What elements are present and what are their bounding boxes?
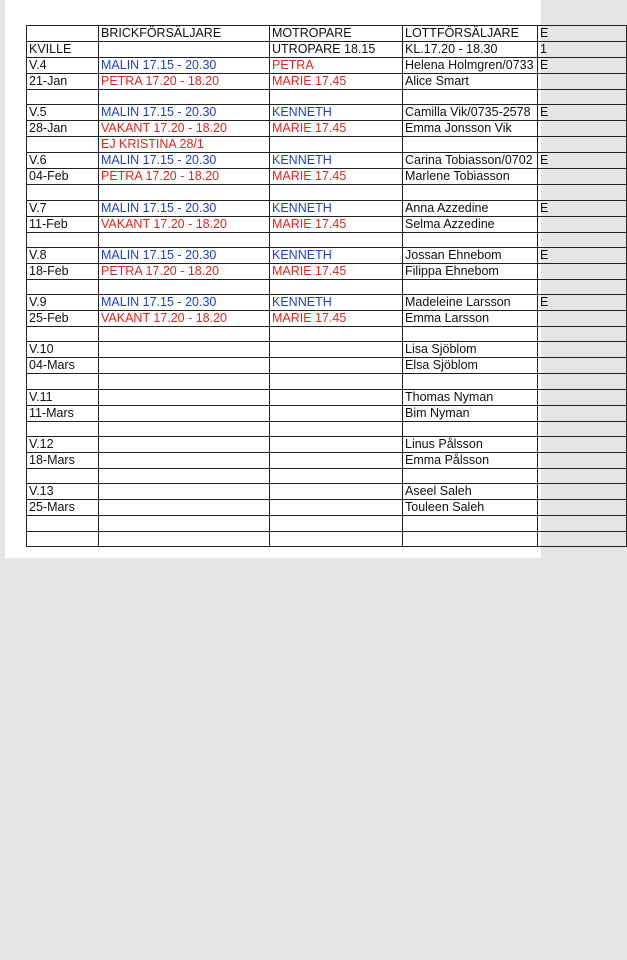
brick-seller-cell — [99, 405, 270, 421]
week-date-cell: 18-Mars — [27, 453, 99, 469]
announcer-cell — [270, 421, 403, 436]
lottery-seller-cell — [403, 421, 538, 436]
announcer-cell: MARIE 17.45 — [270, 169, 403, 185]
brick-seller-cell — [99, 437, 270, 453]
announcer-cell: KENNETH — [270, 247, 403, 263]
announcer-cell — [270, 484, 403, 500]
announcer-cell — [270, 531, 403, 546]
announcer-cell — [270, 137, 403, 153]
week-date-cell — [27, 421, 99, 436]
week-date-cell: 11-Mars — [27, 405, 99, 421]
announcer-cell — [270, 342, 403, 358]
brick-seller-cell — [99, 327, 270, 342]
lottery-seller-cell — [403, 185, 538, 200]
extra-cell: E — [538, 247, 627, 263]
lottery-seller-cell — [403, 327, 538, 342]
week-date-cell — [27, 469, 99, 484]
week-date-cell — [27, 232, 99, 247]
week-date-cell: 21-Jan — [27, 74, 99, 90]
lottery-seller-cell: Aseel Saleh — [403, 484, 538, 500]
brick-seller-cell — [99, 90, 270, 105]
week-date-cell — [27, 516, 99, 531]
lottery-seller-cell: Emma Pålsson — [403, 453, 538, 469]
schedule-table — [26, 25, 627, 547]
table-row — [27, 421, 627, 436]
week-date-cell: V.12 — [27, 437, 99, 453]
lottery-seller-cell: Camilla Vik/0735-2578 — [403, 105, 538, 121]
table-row — [27, 500, 627, 516]
extra-cell — [538, 389, 627, 405]
table-row — [27, 42, 627, 58]
lottery-seller-cell: Thomas Nyman — [403, 389, 538, 405]
table-row — [27, 263, 627, 279]
table-row — [27, 58, 627, 74]
announcer-cell — [270, 232, 403, 247]
extra-cell — [538, 232, 627, 247]
table-row — [27, 405, 627, 421]
extra-cell — [538, 216, 627, 232]
brick-seller-cell: PETRA 17.20 - 18.20 — [99, 169, 270, 185]
schedule-table-body — [27, 26, 627, 547]
announcer-cell — [270, 437, 403, 453]
brick-seller-cell: VAKANT 17.20 - 18.20 — [99, 311, 270, 327]
announcer-cell — [270, 469, 403, 484]
week-date-cell: V.9 — [27, 295, 99, 311]
table-row — [27, 358, 627, 374]
extra-cell — [538, 531, 627, 546]
week-date-cell: 04-Mars — [27, 358, 99, 374]
announcer-cell — [270, 90, 403, 105]
lottery-seller-cell: Elsa Sjöblom — [403, 358, 538, 374]
lottery-seller-cell: Lisa Sjöblom — [403, 342, 538, 358]
brick-seller-cell — [99, 500, 270, 516]
announcer-cell: MARIE 17.45 — [270, 216, 403, 232]
lottery-seller-cell — [403, 469, 538, 484]
week-date-cell: V.4 — [27, 58, 99, 74]
brick-seller-cell — [99, 516, 270, 531]
announcer-cell: UTROPARE 18.15 — [270, 42, 403, 58]
announcer-cell — [270, 389, 403, 405]
announcer-cell: MARIE 17.45 — [270, 311, 403, 327]
extra-cell — [538, 327, 627, 342]
announcer-cell — [270, 279, 403, 294]
week-date-cell — [27, 185, 99, 200]
week-date-cell: V.10 — [27, 342, 99, 358]
announcer-cell: KENNETH — [270, 200, 403, 216]
week-date-cell: V.7 — [27, 200, 99, 216]
week-date-cell: KVILLE — [27, 42, 99, 58]
week-date-cell: V.5 — [27, 105, 99, 121]
table-row — [27, 437, 627, 453]
announcer-cell: KENNETH — [270, 153, 403, 169]
lottery-seller-cell: Marlene Tobiasson — [403, 169, 538, 185]
table-row — [27, 121, 627, 137]
brick-seller-cell — [99, 389, 270, 405]
extra-cell — [538, 90, 627, 105]
extra-cell — [538, 185, 627, 200]
lottery-seller-cell: Carina Tobiasson/0702 — [403, 153, 538, 169]
table-row — [27, 232, 627, 247]
table-row — [27, 169, 627, 185]
lottery-seller-cell — [403, 232, 538, 247]
week-date-cell — [27, 327, 99, 342]
brick-seller-cell — [99, 358, 270, 374]
lottery-seller-cell: Touleen Saleh — [403, 500, 538, 516]
announcer-cell — [270, 374, 403, 389]
extra-cell: E — [538, 105, 627, 121]
announcer-cell — [270, 358, 403, 374]
extra-cell: E — [538, 295, 627, 311]
brick-seller-cell — [99, 531, 270, 546]
lottery-seller-cell: Emma Jonsson Vik — [403, 121, 538, 137]
table-row — [27, 374, 627, 389]
announcer-cell: MARIE 17.45 — [270, 74, 403, 90]
brick-seller-cell — [99, 185, 270, 200]
table-row — [27, 311, 627, 327]
announcer-cell: KENNETH — [270, 295, 403, 311]
announcer-cell — [270, 185, 403, 200]
announcer-cell: MARIE 17.45 — [270, 121, 403, 137]
extra-cell — [538, 469, 627, 484]
lottery-seller-cell: Alice Smart — [403, 74, 538, 90]
extra-cell — [538, 263, 627, 279]
extra-cell: E — [538, 200, 627, 216]
extra-cell: 1 — [538, 42, 627, 58]
extra-cell — [538, 169, 627, 185]
brick-seller-cell: PETRA 17.20 - 18.20 — [99, 263, 270, 279]
brick-seller-cell — [99, 374, 270, 389]
week-date-cell: 25-Mars — [27, 500, 99, 516]
table-row — [27, 247, 627, 263]
lottery-seller-cell: LOTTFÖRSÄLJARE — [403, 26, 538, 42]
table-row — [27, 90, 627, 105]
table-row — [27, 453, 627, 469]
table-row — [27, 26, 627, 42]
lottery-seller-cell: Linus Pålsson — [403, 437, 538, 453]
announcer-cell: MARIE 17.45 — [270, 263, 403, 279]
table-row — [27, 279, 627, 294]
lottery-seller-cell: Emma Larsson — [403, 311, 538, 327]
announcer-cell: MOTROPARE — [270, 26, 403, 42]
week-date-cell: V.13 — [27, 484, 99, 500]
brick-seller-cell: MALIN 17.15 - 20.30 — [99, 153, 270, 169]
announcer-cell — [270, 516, 403, 531]
brick-seller-cell — [99, 453, 270, 469]
week-date-cell — [27, 279, 99, 294]
lottery-seller-cell — [403, 90, 538, 105]
announcer-cell — [270, 500, 403, 516]
extra-cell — [538, 279, 627, 294]
lottery-seller-cell — [403, 531, 538, 546]
week-date-cell: V.6 — [27, 153, 99, 169]
table-row — [27, 137, 627, 153]
week-date-cell: 04-Feb — [27, 169, 99, 185]
week-date-cell — [27, 26, 99, 42]
extra-cell — [538, 374, 627, 389]
extra-cell — [538, 137, 627, 153]
extra-cell — [538, 484, 627, 500]
brick-seller-cell — [99, 232, 270, 247]
week-date-cell — [27, 90, 99, 105]
lottery-seller-cell: Selma Azzedine — [403, 216, 538, 232]
table-row — [27, 185, 627, 200]
lottery-seller-cell — [403, 374, 538, 389]
extra-cell: E — [538, 26, 627, 42]
lottery-seller-cell: Helena Holmgren/0733 — [403, 58, 538, 74]
extra-cell — [538, 421, 627, 436]
brick-seller-cell: EJ KRISTINA 28/1 — [99, 137, 270, 153]
lottery-seller-cell: Bim Nyman — [403, 405, 538, 421]
table-row — [27, 389, 627, 405]
table-row — [27, 295, 627, 311]
extra-cell — [538, 74, 627, 90]
week-date-cell — [27, 374, 99, 389]
announcer-cell: KENNETH — [270, 105, 403, 121]
announcer-cell — [270, 405, 403, 421]
brick-seller-cell: MALIN 17.15 - 20.30 — [99, 105, 270, 121]
lottery-seller-cell: Madeleine Larsson — [403, 295, 538, 311]
brick-seller-cell — [99, 342, 270, 358]
brick-seller-cell — [99, 279, 270, 294]
brick-seller-cell: VAKANT 17.20 - 18.20 — [99, 216, 270, 232]
week-date-cell — [27, 137, 99, 153]
brick-seller-cell — [99, 42, 270, 58]
brick-seller-cell: PETRA 17.20 - 18.20 — [99, 74, 270, 90]
brick-seller-cell — [99, 421, 270, 436]
table-row — [27, 153, 627, 169]
extra-cell — [538, 342, 627, 358]
table-row — [27, 74, 627, 90]
week-date-cell: 11-Feb — [27, 216, 99, 232]
week-date-cell: 18-Feb — [27, 263, 99, 279]
table-row — [27, 327, 627, 342]
announcer-cell: PETRA — [270, 58, 403, 74]
lottery-seller-cell — [403, 279, 538, 294]
brick-seller-cell — [99, 469, 270, 484]
week-date-cell: 25-Feb — [27, 311, 99, 327]
week-date-cell: V.11 — [27, 389, 99, 405]
extra-cell — [538, 311, 627, 327]
spreadsheet-page — [5, 0, 549, 558]
brick-seller-cell: MALIN 17.15 - 20.30 — [99, 58, 270, 74]
table-row — [27, 216, 627, 232]
brick-seller-cell: MALIN 17.15 - 20.30 — [99, 200, 270, 216]
extra-cell — [538, 121, 627, 137]
table-row — [27, 484, 627, 500]
brick-seller-cell: VAKANT 17.20 - 18.20 — [99, 121, 270, 137]
extra-cell — [538, 437, 627, 453]
table-row — [27, 469, 627, 484]
extra-cell: E — [538, 153, 627, 169]
lottery-seller-cell — [403, 516, 538, 531]
announcer-cell — [270, 327, 403, 342]
table-row — [27, 342, 627, 358]
extra-cell — [538, 453, 627, 469]
week-date-cell: 28-Jan — [27, 121, 99, 137]
lottery-seller-cell: KL.17.20 - 18.30 — [403, 42, 538, 58]
brick-seller-cell: MALIN 17.15 - 20.30 — [99, 247, 270, 263]
table-row — [27, 105, 627, 121]
brick-seller-cell — [99, 484, 270, 500]
lottery-seller-cell: Anna Azzedine — [403, 200, 538, 216]
extra-cell — [538, 500, 627, 516]
week-date-cell: V.8 — [27, 247, 99, 263]
extra-cell — [538, 405, 627, 421]
extra-cell — [538, 516, 627, 531]
extra-cell — [538, 358, 627, 374]
lottery-seller-cell: Filippa Ehnebom — [403, 263, 538, 279]
table-row — [27, 200, 627, 216]
brick-seller-cell: BRICKFÖRSÄLJARE — [99, 26, 270, 42]
extra-cell: E — [538, 58, 627, 74]
week-date-cell — [27, 531, 99, 546]
lottery-seller-cell — [403, 137, 538, 153]
announcer-cell — [270, 453, 403, 469]
brick-seller-cell: MALIN 17.15 - 20.30 — [99, 295, 270, 311]
lottery-seller-cell: Jossan Ehnebom — [403, 247, 538, 263]
table-row — [27, 516, 627, 531]
table-row — [27, 531, 627, 546]
